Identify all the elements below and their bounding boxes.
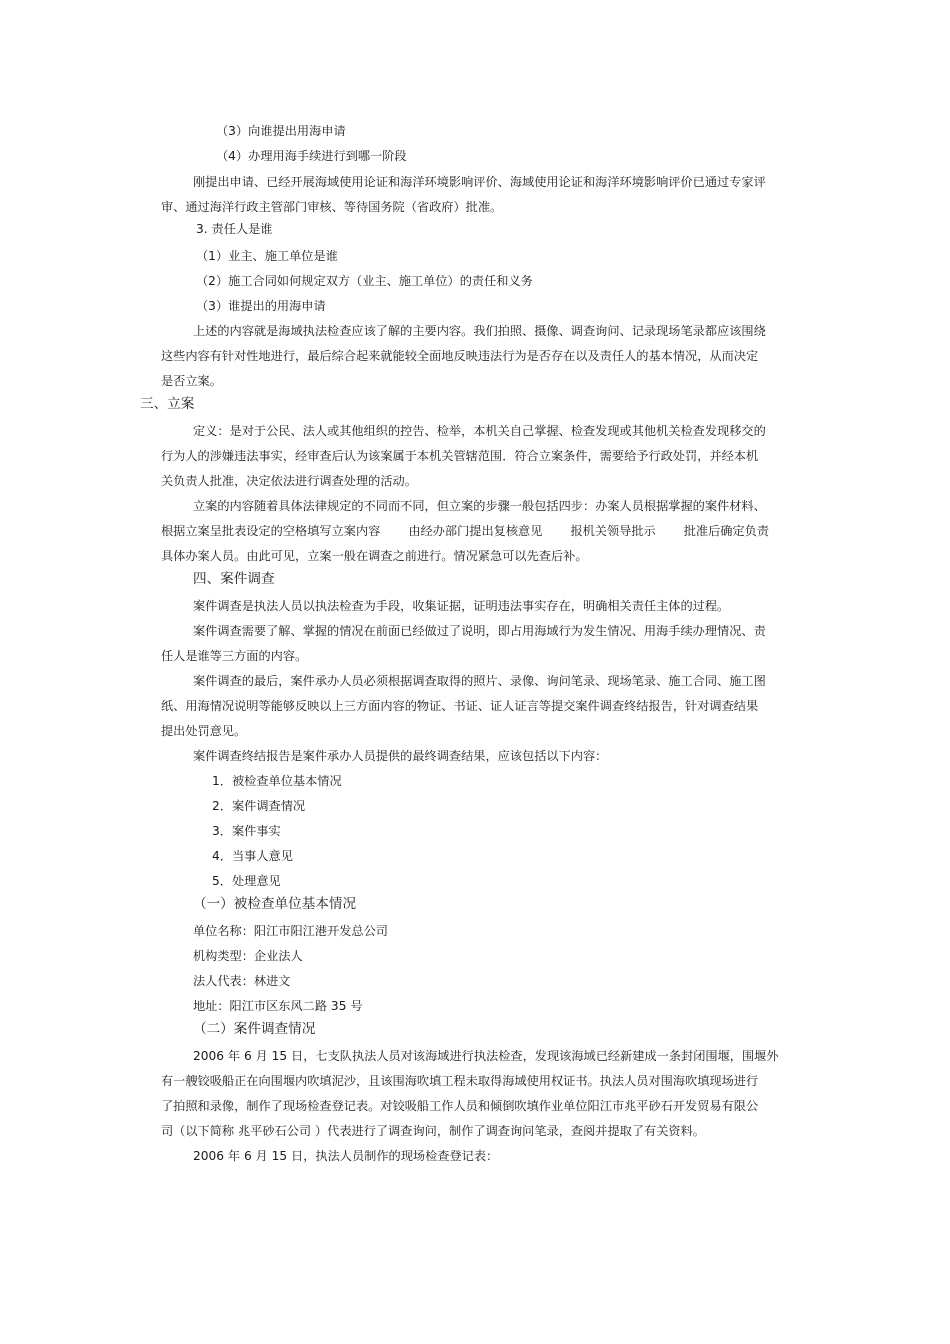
list-item-procedure-stage: （4）办理用海手续进行到哪一阶段 [216, 149, 407, 163]
paragraph-line: 是否立案。 [161, 374, 222, 388]
paragraph-line: 了拍照和录像，制作了现场检查登记表。对铰吸船工作人员和倾倒吹填作业单位阳江市兆平砂石开发贸易有限公 [161, 1099, 759, 1113]
filing-step-1: 根据立案呈批表设定的空格填写立案内容 [161, 524, 381, 538]
paragraph-line: 立案的内容随着具体法律规定的不同而不同，但立案的步骤一般包括四步：办案人员根据掌握的案件材料、 [193, 499, 766, 513]
paragraph-line: 案件调查需要了解、掌握的情况在前面已经做过了说明，即占用海域行为发生情况、用海手续办理情况、责 [193, 624, 766, 638]
unit-name: 单位名称：阳江市阳江港开发总公司 [193, 924, 388, 938]
paragraph-line: 有一艘铰吸船正在向围堰内吹填泥沙，且该围海吹填工程未取得海域使用权证书。执法人员对围海吹填现场进行 [161, 1074, 759, 1088]
paragraph-line: 纸、用海情况说明等能够反映以上三方面内容的物证、书证、证人证言等提交案件调查终结报告，针对调查结果 [161, 699, 759, 713]
subsection-heading-investigation-status: （二）案件调查情况 [193, 1021, 316, 1037]
paragraph-line: 司（以下简称 兆平砂石公司 ）代表进行了调查询问，制作了调查询问笔录，查阅并提取了有关资料。 [161, 1124, 705, 1138]
paragraph-line: 刚提出申请、已经开展海域使用论证和海洋环境影响评价、海域使用论证和海洋环境影响评价已通过专家评 [193, 175, 766, 189]
filing-step-3: 报机关领导批示 [570, 524, 656, 538]
paragraph-line: 行为人的涉嫌违法事实，经审查后认为该案属于本机关管辖范围．符合立案条件，需要给予行政处罚，并经本机 [161, 449, 759, 463]
paragraph-line: 案件调查的最后，案件承办人员必须根据调查取得的照片、录像、询问笔录、现场笔录、施工合同、施工图 [193, 674, 766, 688]
paragraph-line: 这些内容有针对性地进行，最后综合起来就能较全面地反映违法行为是否存在以及责任人的基本情况，从而决定 [161, 349, 759, 363]
paragraph-line: 上述的内容就是海域执法检查应该了解的主要内容。我们拍照、摄像、调查询问、记录现场笔录都应该围绕 [193, 324, 766, 338]
list-item: 4．当事人意见 [212, 849, 293, 863]
legal-representative: 法人代表：林进文 [193, 974, 291, 988]
paragraph-line: 案件调查是执法人员以执法检查为手段，收集证据，证明违法事实存在，明确相关责任主体的过程。 [193, 599, 730, 613]
paragraph-line: 2006 年 6 月 15 日，执法人员制作的现场检查登记表： [193, 1149, 499, 1163]
section-heading-responsible: 3. 责任人是谁 [196, 222, 273, 236]
paragraph-line: 具体办案人员。由此可见，立案一般在调查之前进行。情况紧急可以先查后补。 [161, 549, 588, 563]
list-item: （3）谁提出的用海申请 [196, 299, 326, 313]
paragraph-line [161, 523, 769, 539]
paragraph-line: 关负责人批准，决定依法进行调查处理的活动。 [161, 474, 417, 488]
paragraph-line: 案件调查终结报告是案件承办人员提供的最终调查结果，应该包括以下内容： [193, 749, 608, 763]
section-heading-filing: 三、立案 [140, 396, 195, 412]
paragraph-line: 审、通过海洋行政主管部门审核、等待国务院（省政府）批准。 [161, 200, 503, 214]
filing-step-4: 批准后确定负责 [683, 524, 770, 538]
list-item-apply-target: （3）向谁提出用海申请 [216, 124, 346, 138]
list-item: 1．被检查单位基本情况 [212, 774, 342, 788]
filing-step-2: 由经办部门提出复核意见 [408, 524, 543, 538]
paragraph-line: 定义：是对于公民、法人或其他组织的控告、检举，本机关自己掌握、检查发现或其他机关检查发现移交的 [193, 424, 766, 438]
list-item: 3．案件事实 [212, 824, 281, 838]
section-heading-investigation: 四、案件调查 [193, 571, 275, 587]
organization-type: 机构类型：企业法人 [193, 949, 303, 963]
list-item: （2）施工合同如何规定双方（业主、施工单位）的责任和义务 [196, 274, 533, 288]
list-item: 2．案件调查情况 [212, 799, 306, 813]
paragraph-line: 2006 年 6 月 15 日，七支队执法人员对该海域进行执法检查，发现该海域已经新建成一条封闭围堰，围堰外 [193, 1049, 779, 1063]
subsection-heading-unit-info: （一）被检查单位基本情况 [193, 896, 357, 912]
address: 地址：阳江市区东风二路 35 号 [193, 999, 363, 1013]
list-item: （1）业主、施工单位是谁 [196, 249, 338, 263]
paragraph-line: 提出处罚意见。 [161, 724, 247, 738]
list-item: 5．处理意见 [212, 874, 281, 888]
paragraph-line: 任人是谁等三方面的内容。 [161, 649, 308, 663]
